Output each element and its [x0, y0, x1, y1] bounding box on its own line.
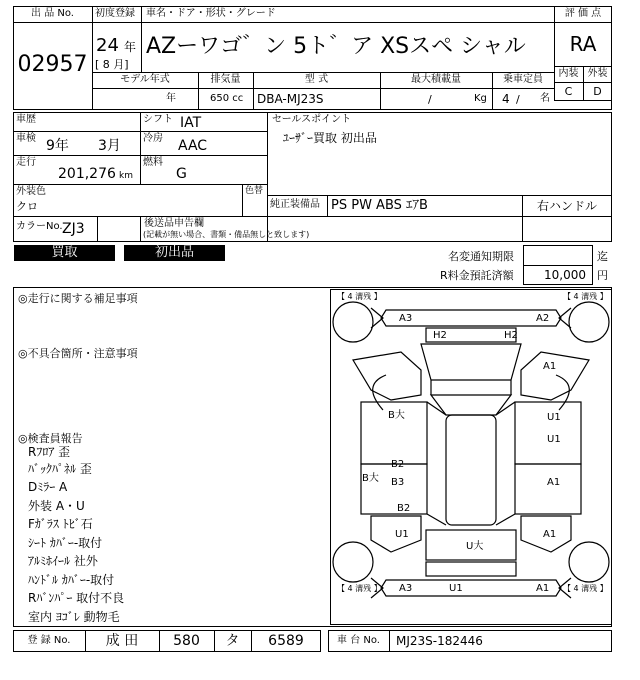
model-year-unit: 年 [166, 93, 176, 104]
recycle-unit: 円 [597, 269, 608, 282]
aircon-label: 冷房 [143, 133, 163, 144]
inspector-item: ｼｰﾄ ｶﾊﾞｰ-取付 [28, 536, 103, 550]
capacity: 4 [502, 92, 510, 106]
damage-mark: A1 [547, 477, 561, 488]
inspect-month: 3月 [98, 138, 121, 154]
damage-mark: A3 [399, 583, 413, 594]
capacity-label: 乗車定員 [503, 74, 543, 85]
damage-mark: U1 [395, 529, 409, 540]
inspector-item: 室内 ﾖｺﾞﾚ 動物毛 [28, 610, 120, 624]
damage-mark: B2 [391, 459, 405, 470]
post-note: (記載が無い場合、書類・備品無しと致します) [143, 230, 310, 239]
damage-mark: A3 [399, 313, 413, 324]
inspector-item: Fｶﾞﾗｽ ﾄﾋﾞ石 [28, 517, 93, 531]
shift: IAT [180, 115, 202, 131]
ext-color-label: 外装色 [16, 186, 46, 197]
fuel: G [176, 166, 187, 182]
inspector-item: Rﾊﾞﾝﾊﾟｰ 取付不良 [28, 591, 125, 605]
name-change-unit: 迄 [597, 250, 608, 263]
fuel-label: 燃料 [143, 157, 163, 168]
inspector-label: ◎検査員報告 [18, 432, 83, 445]
reg-class: 580 [173, 633, 200, 649]
lot-no-label: 出 品 No. [31, 8, 74, 19]
capacity-slash: / [516, 93, 520, 106]
damage-mark: B2 [397, 503, 411, 514]
max-load-unit: Kg [474, 93, 487, 104]
damage-mark: B3 [391, 477, 405, 488]
damage-mark: H2 [433, 330, 447, 341]
reg-no-label: 登 録 No. [27, 635, 71, 646]
inspector-item: ﾊﾝﾄﾞﾙ ｶﾊﾞｰ-取付 [28, 573, 115, 587]
defect-label: ◎不具合箇所・注意事項 [18, 347, 138, 360]
tire-rear-left: 【 4 溝残 】 [337, 584, 382, 593]
displacement-label: 排気量 [210, 74, 241, 85]
inspect-year: 9年 [46, 138, 69, 154]
color-no-label: カラーNo. [16, 221, 63, 232]
damage-mark: H2 [504, 330, 518, 341]
mileage-unit: km [119, 171, 133, 181]
inspect-label: 車検 [16, 133, 36, 144]
eval-score: RA [569, 32, 597, 56]
damage-mark: A1 [543, 529, 557, 540]
car-diagram [330, 289, 612, 625]
damage-mark: U大 [466, 541, 484, 552]
reg-number: 6589 [268, 633, 304, 649]
reg-year: 24 [96, 35, 119, 56]
inspector-item: Dﾐﾗｰ A [28, 480, 68, 494]
lot-no: 02957 [17, 52, 88, 77]
name-change-box [523, 245, 593, 266]
history-label: 車歴 [16, 114, 36, 125]
ext-color: クロ [16, 200, 38, 213]
recycle-amount: 10,000 [544, 268, 586, 282]
exterior-grade: D [593, 85, 602, 98]
damage-mark: U1 [547, 434, 561, 445]
type-code: DBA-MJ23S [257, 92, 324, 106]
shift-label: シフト [143, 114, 173, 125]
inspector-item: ｱﾙﾐﾎｲｰﾙ 社外 [28, 554, 98, 568]
tire-front-left: 【 4 溝残 】 [337, 292, 382, 301]
tag-buyback: 買取 [14, 245, 115, 261]
reg-year-unit: 年 [124, 40, 137, 54]
inspector-item: 外装 A・U [28, 499, 85, 513]
sales-point: ﾕｰｻﾞｰ買取 初出品 [283, 131, 377, 145]
color-no: ZJ3 [62, 221, 85, 237]
type-label: 型 式 [304, 74, 329, 85]
mileage: 201,276 [58, 166, 116, 182]
damage-mark: B大 [388, 410, 405, 421]
tire-front-right: 【 4 溝残 】 [563, 292, 608, 301]
eval-label: 評 価 点 [564, 8, 602, 19]
interior-label: 内装 [558, 68, 579, 79]
damage-mark: U1 [547, 412, 561, 423]
steering: 右ハンドル [536, 199, 597, 213]
max-load-label: 最大積載量 [411, 74, 461, 85]
capacity-unit: 名 [540, 93, 550, 104]
color-change-label: 色替 [245, 186, 264, 196]
tire-rear-right: 【 4 溝残 】 [563, 584, 608, 593]
car-name: AZーワゴ゛ン 5ト゛ア XSスペ シャル [146, 34, 526, 59]
equip-label: 純正装備品 [270, 199, 320, 210]
damage-mark: B大 [362, 473, 379, 484]
damage-mark: A1 [536, 583, 550, 594]
exterior-label: 外装 [587, 68, 608, 79]
sales-point-label: セールスポイント [272, 114, 352, 125]
first-reg-label: 初度登録 [95, 8, 135, 19]
reg-office: 成 田 [105, 633, 139, 649]
car-outline [331, 290, 611, 624]
reg-kana: タ [225, 633, 240, 649]
displacement: 650 cc [210, 93, 244, 104]
model-year-label: モデル年式 [120, 74, 170, 85]
post-label: 後送品申告欄 [144, 218, 204, 229]
supplement-label: ◎走行に関する補足事項 [18, 292, 138, 305]
aircon: AAC [178, 138, 208, 154]
inspector-item: Rﾌﾛｱ 歪 [28, 445, 71, 459]
interior-grade: C [564, 85, 573, 98]
damage-mark: U1 [449, 583, 463, 594]
reg-month: [ 8 月] [95, 58, 129, 71]
damage-mark: A2 [536, 313, 550, 324]
equipment: PS PW ABS ｴｱB [331, 198, 428, 213]
recycle-label: R料金預託済額 [440, 269, 514, 282]
chassis-no: MJ23S-182446 [396, 634, 483, 648]
mileage-label: 走行 [16, 157, 36, 168]
tag-first-listing: 初出品 [124, 245, 225, 261]
name-change-label: 名変通知期限 [448, 250, 514, 263]
car-name-label: 車名・ドア・形状・グレード [146, 8, 276, 19]
max-load-slash: / [428, 93, 432, 106]
chassis-label: 車 台 No. [337, 635, 380, 646]
inspector-item: ﾊﾞｯｸﾊﾟﾈﾙ 歪 [28, 462, 92, 476]
damage-mark: A1 [543, 361, 557, 372]
